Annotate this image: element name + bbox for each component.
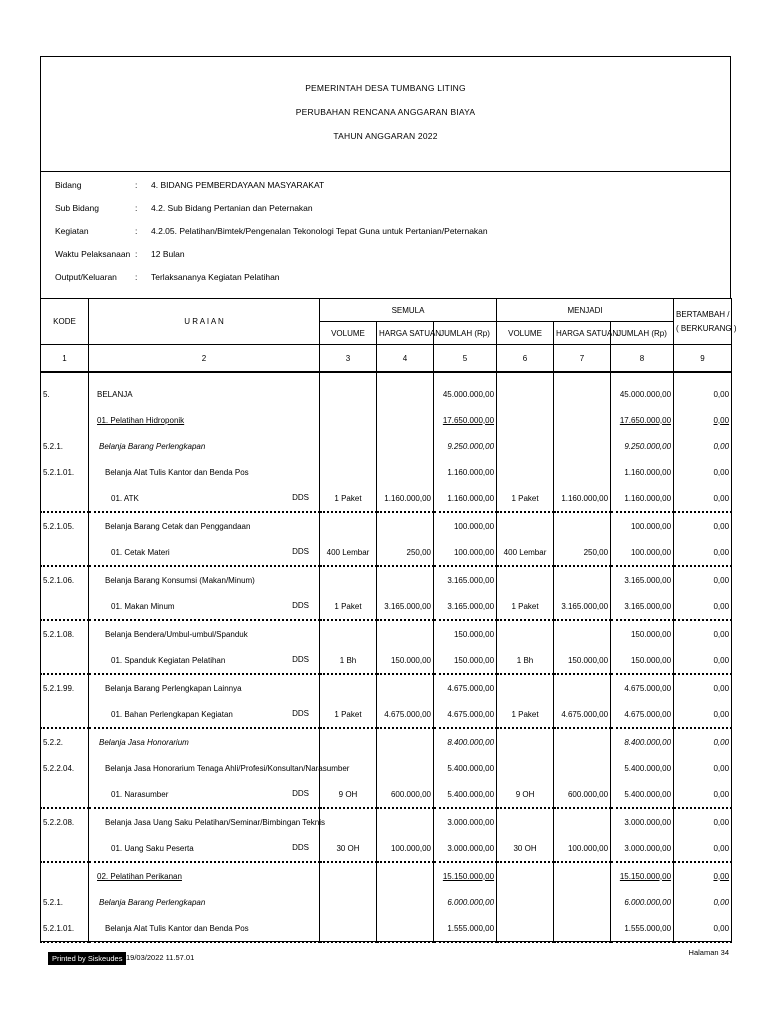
selisih-cell: 0,00 xyxy=(674,862,732,889)
selisih-cell: 0,00 xyxy=(674,620,732,647)
header-uraian: U R A I A N xyxy=(89,299,320,345)
uraian-text: 01. Pelatihan Hidroponik xyxy=(97,415,185,425)
uraian-cell xyxy=(89,728,320,755)
harga-cell: 150.000,00 xyxy=(377,647,434,674)
jumlah-cell: 1.160.000,00 xyxy=(434,459,497,485)
jumlah-cell: 150.000,00 xyxy=(434,620,497,647)
jumlah2-cell: 1.555.000,00 xyxy=(611,915,674,942)
jumlah2-cell: 4.675.000,00 xyxy=(611,701,674,728)
volume2-cell xyxy=(497,915,554,942)
harga2-cell xyxy=(554,407,611,433)
source-fund-tag: DDS xyxy=(292,843,309,852)
table-row xyxy=(41,459,732,485)
uraian-text: Belanja Bendera/Umbul-umbul/Spanduk xyxy=(105,629,248,639)
table-row xyxy=(41,433,732,459)
table-row xyxy=(41,781,732,808)
table-row xyxy=(41,755,732,781)
volume-cell xyxy=(320,620,377,647)
selisih-cell: 0,00 xyxy=(674,915,732,942)
jumlah2-cell: 6.000.000,00 xyxy=(611,889,674,915)
table-row xyxy=(41,889,732,915)
header-kode: KODE xyxy=(41,299,89,345)
harga2-cell xyxy=(554,889,611,915)
info-row-kegiatan: Kegiatan : 4.2.05. Pelatihan/Bimtek/Pengenalan Tekonologi Tepat Guna untuk Pertanian/Peternakan xyxy=(55,226,488,236)
selisih-cell: 0,00 xyxy=(674,835,732,862)
harga-cell: 4.675.000,00 xyxy=(377,701,434,728)
selisih-cell: 0,00 xyxy=(674,485,732,512)
jumlah2-cell: 100.000,00 xyxy=(611,539,674,566)
harga2-cell: 600.000,00 xyxy=(554,781,611,808)
harga2-cell xyxy=(554,915,611,942)
selisih-cell: 0,00 xyxy=(674,701,732,728)
volume2-cell xyxy=(497,459,554,485)
harga2-cell xyxy=(554,372,611,407)
uraian-cell xyxy=(89,647,320,674)
harga2-cell: 1.160.000,00 xyxy=(554,485,611,512)
jumlah-cell: 4.675.000,00 xyxy=(434,674,497,701)
volume-cell: 1 Paket xyxy=(320,593,377,620)
jumlah-cell: 4.675.000,00 xyxy=(434,701,497,728)
document-page xyxy=(40,56,737,936)
volume-cell xyxy=(320,674,377,701)
header-jumlah2: JUMLAH (Rp) xyxy=(611,322,674,345)
selisih-cell: 0,00 xyxy=(674,512,732,539)
volume-cell: 1 Bh xyxy=(320,647,377,674)
jumlah2-cell: 5.400.000,00 xyxy=(611,755,674,781)
kode-cell xyxy=(41,485,89,512)
volume-cell xyxy=(320,512,377,539)
colnum: 7 xyxy=(554,345,611,373)
source-fund-tag: DDS xyxy=(292,709,309,718)
jumlah2-cell: 3.165.000,00 xyxy=(611,593,674,620)
colnum: 5 xyxy=(434,345,497,373)
jumlah2-cell: 3.000.000,00 xyxy=(611,808,674,835)
uraian-text: 01. Bahan Perlengkapan Kegiatan xyxy=(111,709,233,719)
volume-cell: 30 OH xyxy=(320,835,377,862)
jumlah2-cell: 3.000.000,00 xyxy=(611,835,674,862)
jumlah-cell: 8.400.000,00 xyxy=(434,728,497,755)
harga-cell xyxy=(377,808,434,835)
selisih-cell: 0,00 xyxy=(674,808,732,835)
jumlah-cell: 3.165.000,00 xyxy=(434,593,497,620)
table-row xyxy=(41,674,732,701)
uraian-text: Belanja Barang Konsumsi (Makan/Minum) xyxy=(105,575,255,585)
kode-cell: 5. xyxy=(41,372,89,407)
uraian-text: 01. Uang Saku Peserta xyxy=(111,843,194,853)
harga-cell xyxy=(377,372,434,407)
uraian-cell xyxy=(89,512,320,539)
jumlah2-cell: 17.650.000,00 xyxy=(611,407,674,433)
kode-cell xyxy=(41,539,89,566)
volume-cell xyxy=(320,862,377,889)
uraian-text: Belanja Jasa Uang Saku Pelatihan/Seminar/Bimbingan Teknis xyxy=(105,817,325,827)
table-row xyxy=(41,808,732,835)
source-fund-tag: DDS xyxy=(292,547,309,556)
volume-cell: 1 Paket xyxy=(320,485,377,512)
volume2-cell xyxy=(497,566,554,593)
jumlah-cell: 100.000,00 xyxy=(434,512,497,539)
volume-cell: 9 OH xyxy=(320,781,377,808)
header-harga2: HARGA SATUAN xyxy=(554,322,611,345)
source-fund-tag: DDS xyxy=(292,655,309,664)
volume2-cell: 30 OH xyxy=(497,835,554,862)
table-row xyxy=(41,539,732,566)
harga2-cell xyxy=(554,808,611,835)
harga-cell xyxy=(377,674,434,701)
volume-cell xyxy=(320,459,377,485)
kode-cell: 5.2.1.08. xyxy=(41,620,89,647)
uraian-text: Belanja Alat Tulis Kantor dan Benda Pos xyxy=(105,467,249,477)
jumlah-cell: 3.000.000,00 xyxy=(434,835,497,862)
jumlah-cell: 3.000.000,00 xyxy=(434,808,497,835)
table-row xyxy=(41,512,732,539)
volume2-cell xyxy=(497,862,554,889)
selisih-cell: 0,00 xyxy=(674,647,732,674)
harga2-cell: 250,00 xyxy=(554,539,611,566)
uraian-cell xyxy=(89,407,320,433)
selisih-cell: 0,00 xyxy=(674,781,732,808)
jumlah-cell: 3.165.000,00 xyxy=(434,566,497,593)
jumlah-cell: 5.400.000,00 xyxy=(434,755,497,781)
header-volume: VOLUME xyxy=(320,322,377,345)
jumlah2-cell: 15.150.000,00 xyxy=(611,862,674,889)
jumlah-cell: 1.160.000,00 xyxy=(434,485,497,512)
jumlah-cell: 45.000.000,00 xyxy=(434,372,497,407)
harga2-cell xyxy=(554,674,611,701)
harga-cell: 100.000,00 xyxy=(377,835,434,862)
jumlah2-cell: 9.250.000,00 xyxy=(611,433,674,459)
selisih-cell: 0,00 xyxy=(674,566,732,593)
jumlah-cell: 17.650.000,00 xyxy=(434,407,497,433)
uraian-text: 01. ATK xyxy=(111,493,139,503)
jumlah2-cell: 8.400.000,00 xyxy=(611,728,674,755)
source-fund-tag: DDS xyxy=(292,493,309,502)
harga-cell xyxy=(377,407,434,433)
jumlah2-cell: 45.000.000,00 xyxy=(611,372,674,407)
uraian-cell xyxy=(89,433,320,459)
table-row xyxy=(41,701,732,728)
jumlah2-cell: 1.160.000,00 xyxy=(611,485,674,512)
government-title: PEMERINTAH DESA TUMBANG LITING xyxy=(305,83,466,93)
uraian-text: Belanja Jasa Honorarium Tenaga Ahli/Profesi/Konsultan/Narasumber xyxy=(105,763,350,773)
uraian-text: Belanja Alat Tulis Kantor dan Benda Pos xyxy=(105,923,249,933)
uraian-cell xyxy=(89,835,320,862)
colnum: 8 xyxy=(611,345,674,373)
uraian-cell xyxy=(89,755,350,781)
uraian-cell xyxy=(89,889,320,915)
volume-cell: 1 Paket xyxy=(320,701,377,728)
harga-cell xyxy=(377,755,434,781)
uraian-cell xyxy=(89,620,320,647)
volume2-cell xyxy=(497,407,554,433)
volume2-cell xyxy=(497,728,554,755)
selisih-cell: 0,00 xyxy=(674,539,732,566)
table-row xyxy=(41,593,732,620)
jumlah-cell: 150.000,00 xyxy=(434,647,497,674)
printed-by-label: Printed by Siskeudes xyxy=(48,952,126,965)
jumlah2-cell: 100.000,00 xyxy=(611,512,674,539)
harga2-cell xyxy=(554,620,611,647)
table-body xyxy=(41,372,732,942)
selisih-cell: 0,00 xyxy=(674,407,732,433)
header-harga: HARGA SATUAN xyxy=(377,322,434,345)
harga2-cell: 150.000,00 xyxy=(554,647,611,674)
selisih-cell: 0,00 xyxy=(674,372,732,407)
kode-cell xyxy=(41,835,89,862)
uraian-cell xyxy=(89,915,320,942)
page-footer xyxy=(40,941,731,972)
selisih-cell: 0,00 xyxy=(674,459,732,485)
kode-cell xyxy=(41,593,89,620)
uraian-cell xyxy=(89,566,320,593)
kode-cell: 5.2.1.01. xyxy=(41,459,89,485)
uraian-cell xyxy=(89,372,320,407)
uraian-text: 01. Narasumber xyxy=(111,789,169,799)
harga-cell: 600.000,00 xyxy=(377,781,434,808)
header-semula: SEMULA xyxy=(320,299,497,322)
uraian-text: Belanja Barang Perlengkapan Lainnya xyxy=(105,683,242,693)
kode-cell: 5.2.1. xyxy=(41,889,89,915)
kode-cell: 5.2.2. xyxy=(41,728,89,755)
harga-cell xyxy=(377,915,434,942)
uraian-text: Belanja Jasa Honorarium xyxy=(99,737,189,747)
volume-cell xyxy=(320,808,377,835)
selisih-cell: 0,00 xyxy=(674,593,732,620)
fiscal-year: TAHUN ANGGARAN 2022 xyxy=(333,131,438,141)
harga-cell xyxy=(377,620,434,647)
colnum: 1 xyxy=(41,345,89,373)
volume2-cell xyxy=(497,808,554,835)
harga-cell xyxy=(377,459,434,485)
harga-cell xyxy=(377,566,434,593)
harga2-cell: 100.000,00 xyxy=(554,835,611,862)
harga2-cell: 4.675.000,00 xyxy=(554,701,611,728)
kode-cell xyxy=(41,781,89,808)
kode-cell: 5.2.2.08. xyxy=(41,808,89,835)
jumlah2-cell: 3.165.000,00 xyxy=(611,566,674,593)
jumlah2-cell: 4.675.000,00 xyxy=(611,674,674,701)
uraian-text: 02. Pelatihan Perikanan xyxy=(97,871,182,881)
info-row-waktu: Waktu Pelaksanaan : 12 Bulan xyxy=(55,249,185,259)
harga-cell: 3.165.000,00 xyxy=(377,593,434,620)
uraian-text: 01. Cetak Materi xyxy=(111,547,170,557)
harga2-cell xyxy=(554,433,611,459)
header-selisih: BERTAMBAH / ( BERKURANG ) xyxy=(674,299,732,345)
source-fund-tag: DDS xyxy=(292,789,309,798)
harga-cell xyxy=(377,512,434,539)
info-row-bidang: Bidang : 4. BIDANG PEMBERDAYAAN MASYARAKAT xyxy=(55,180,325,190)
kode-cell: 5.2.1.01. xyxy=(41,915,89,942)
volume2-cell xyxy=(497,433,554,459)
uraian-text: 01. Makan Minum xyxy=(111,601,175,611)
kode-cell: 5.2.1. xyxy=(41,433,89,459)
harga2-cell xyxy=(554,728,611,755)
volume2-cell xyxy=(497,755,554,781)
uraian-text: Belanja Barang Cetak dan Penggandaan xyxy=(105,521,251,531)
uraian-cell xyxy=(89,485,320,512)
table-row xyxy=(41,566,732,593)
harga-cell xyxy=(377,862,434,889)
table-row xyxy=(41,647,732,674)
jumlah2-cell: 150.000,00 xyxy=(611,647,674,674)
volume2-cell xyxy=(497,512,554,539)
jumlah-cell: 9.250.000,00 xyxy=(434,433,497,459)
volume-cell xyxy=(320,407,377,433)
table-row xyxy=(41,485,732,512)
volume-cell xyxy=(320,433,377,459)
harga2-cell xyxy=(554,755,611,781)
uraian-cell xyxy=(89,781,320,808)
jumlah-cell: 5.400.000,00 xyxy=(434,781,497,808)
uraian-text: Belanja Barang Perlengkapan xyxy=(99,441,206,451)
header-volume2: VOLUME xyxy=(497,322,554,345)
volume-cell xyxy=(320,889,377,915)
kode-cell: 5.2.1.05. xyxy=(41,512,89,539)
volume-cell xyxy=(320,728,377,755)
source-fund-tag: DDS xyxy=(292,601,309,610)
table-row xyxy=(41,862,732,889)
selisih-cell: 0,00 xyxy=(674,755,732,781)
harga-cell: 1.160.000,00 xyxy=(377,485,434,512)
volume2-cell: 1 Paket xyxy=(497,593,554,620)
volume2-cell: 1 Paket xyxy=(497,701,554,728)
volume2-cell: 9 OH xyxy=(497,781,554,808)
harga-cell: 250,00 xyxy=(377,539,434,566)
uraian-text: 01. Spanduk Kegiatan Pelatihan xyxy=(111,655,226,665)
volume2-cell: 1 Paket xyxy=(497,485,554,512)
uraian-cell xyxy=(89,862,320,889)
volume2-cell xyxy=(497,674,554,701)
volume2-cell xyxy=(497,620,554,647)
volume-cell: 400 Lembar xyxy=(320,539,377,566)
selisih-cell: 0,00 xyxy=(674,728,732,755)
harga-cell xyxy=(377,889,434,915)
kode-cell xyxy=(41,701,89,728)
kode-cell: 5.2.1.99. xyxy=(41,674,89,701)
kode-cell: 5.2.2.04. xyxy=(41,755,89,781)
harga-cell xyxy=(377,433,434,459)
header-jumlah: JUMLAH (Rp) xyxy=(434,322,497,345)
table-header-row xyxy=(41,299,732,322)
printed-date: 19/03/2022 11.57.01 xyxy=(126,953,195,962)
page-number: Halaman 34 xyxy=(688,948,729,957)
table-row xyxy=(41,835,732,862)
uraian-cell xyxy=(89,459,320,485)
table-row xyxy=(41,372,732,407)
volume-cell xyxy=(320,566,377,593)
selisih-cell: 0,00 xyxy=(674,433,732,459)
column-number-row xyxy=(41,345,732,373)
harga2-cell xyxy=(554,566,611,593)
colnum: 3 xyxy=(320,345,377,373)
info-row-sub-bidang: Sub Bidang : 4.2. Sub Bidang Pertanian dan Peternakan xyxy=(55,203,313,213)
kode-cell xyxy=(41,862,89,889)
document-header xyxy=(40,56,731,172)
volume2-cell: 1 Bh xyxy=(497,647,554,674)
uraian-cell xyxy=(89,701,320,728)
uraian-text: Belanja Barang Perlengkapan xyxy=(99,897,206,907)
header-menjadi: MENJADI xyxy=(497,299,674,322)
selisih-cell: 0,00 xyxy=(674,674,732,701)
harga2-cell xyxy=(554,459,611,485)
volume2-cell: 400 Lembar xyxy=(497,539,554,566)
uraian-cell xyxy=(89,674,320,701)
volume2-cell xyxy=(497,889,554,915)
uraian-cell xyxy=(89,808,325,835)
jumlah-cell: 6.000.000,00 xyxy=(434,889,497,915)
activity-info xyxy=(40,170,731,298)
colnum: 9 xyxy=(674,345,732,373)
document-title: PERUBAHAN RENCANA ANGGARAN BIAYA xyxy=(295,107,476,117)
kode-cell xyxy=(41,407,89,433)
table-row xyxy=(41,620,732,647)
jumlah-cell: 1.555.000,00 xyxy=(434,915,497,942)
jumlah-cell: 100.000,00 xyxy=(434,539,497,566)
jumlah2-cell: 5.400.000,00 xyxy=(611,781,674,808)
harga2-cell xyxy=(554,862,611,889)
uraian-text: BELANJA xyxy=(97,389,133,399)
volume-cell xyxy=(320,915,377,942)
colnum: 2 xyxy=(89,345,320,373)
colnum: 6 xyxy=(497,345,554,373)
info-row-output: Output/Keluaran : Terlaksananya Kegiatan Pelatihan xyxy=(55,272,280,282)
harga2-cell: 3.165.000,00 xyxy=(554,593,611,620)
jumlah2-cell: 1.160.000,00 xyxy=(611,459,674,485)
kode-cell: 5.2.1.06. xyxy=(41,566,89,593)
harga2-cell xyxy=(554,512,611,539)
table-row xyxy=(41,407,732,433)
table-row xyxy=(41,728,732,755)
table-row xyxy=(41,915,732,942)
colnum: 4 xyxy=(377,345,434,373)
jumlah2-cell: 150.000,00 xyxy=(611,620,674,647)
jumlah-cell: 15.150.000,00 xyxy=(434,862,497,889)
budget-table xyxy=(40,298,737,943)
uraian-cell xyxy=(89,593,320,620)
uraian-cell xyxy=(89,539,320,566)
volume-cell xyxy=(320,372,377,407)
harga-cell xyxy=(377,728,434,755)
kode-cell xyxy=(41,647,89,674)
volume2-cell xyxy=(497,372,554,407)
selisih-cell: 0,00 xyxy=(674,889,732,915)
